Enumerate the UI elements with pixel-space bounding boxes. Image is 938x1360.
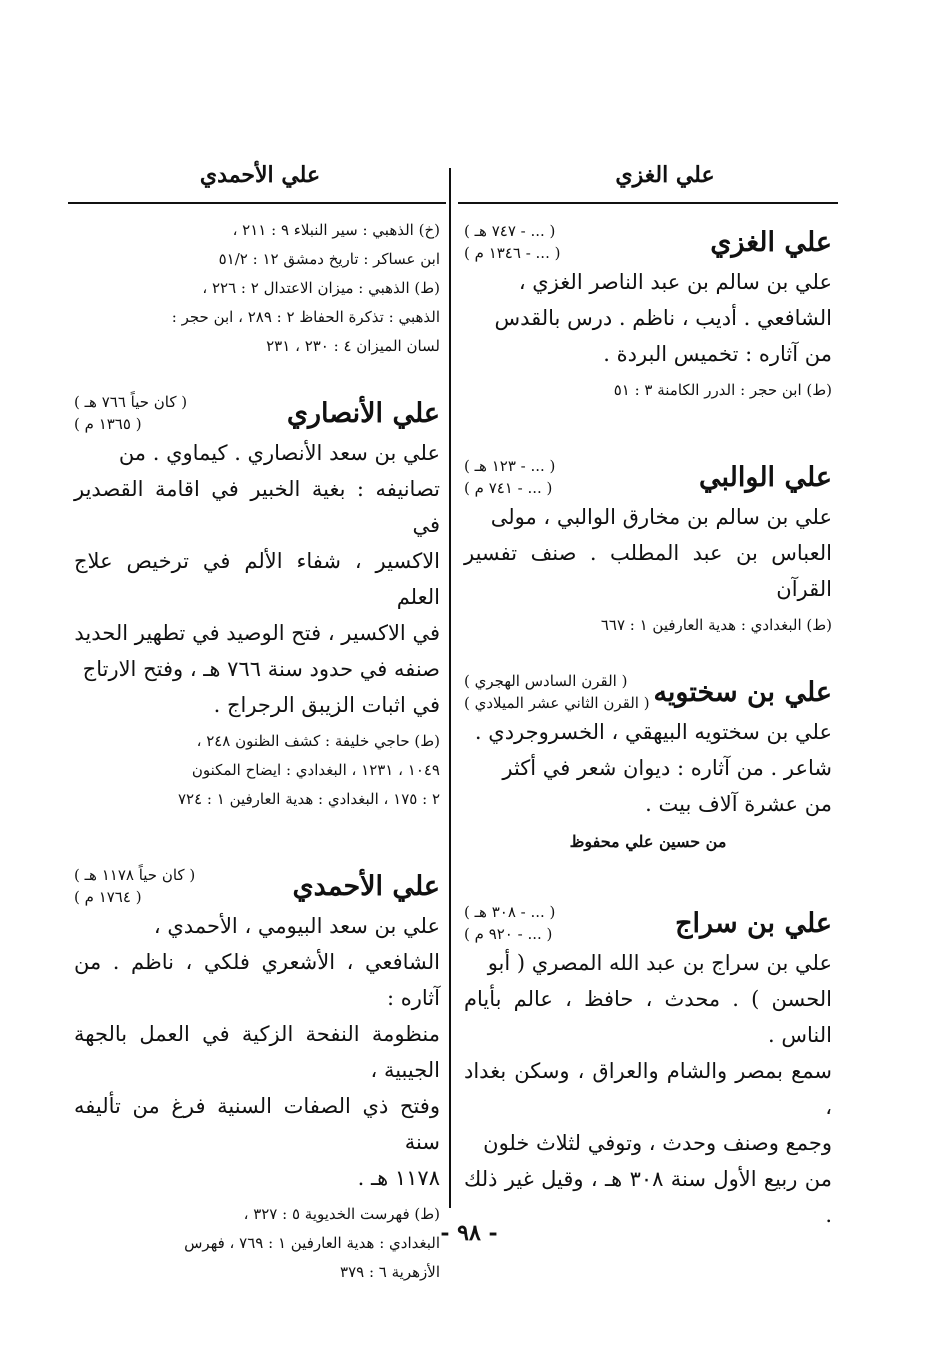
entry-name: علي بن سختويه	[653, 676, 832, 708]
source-line: (ط) البغدادي : هدية العارفين ١ : ٦٦٧	[600, 616, 832, 634]
entry-dates	[464, 220, 560, 264]
date-hijri: ( ... - ٣٠٨ هـ )	[464, 903, 556, 921]
entry-dates	[464, 901, 555, 945]
entry-name: علي الغزي	[710, 226, 832, 258]
running-header-left: علي الأحمدي	[199, 162, 321, 188]
body-line: الاكسير ، شفاء الألم في ترخيص علاج العلم	[74, 549, 440, 609]
date-gregorian: ( ١٧٦٤ م )	[74, 888, 142, 906]
entry-body	[74, 908, 440, 1196]
body-line: علي بن سعد الأنصاري . كيماوي . من	[118, 441, 440, 465]
entry-sources	[464, 611, 832, 640]
column-divider	[449, 168, 451, 1208]
left-column	[74, 212, 440, 1287]
source-line: (خ) الذهبي : سير النبلاء ٩ : ٢١١ ،	[232, 221, 440, 239]
continued-sources	[74, 216, 440, 361]
entry-heading	[464, 670, 832, 714]
body-line: تصانيفه : بغية الخبير في اقامة القصدير في	[74, 477, 440, 537]
running-header-right: علي الغزي	[615, 162, 715, 188]
source-line: الذهبي : تذكرة الحفاظ ٢ : ٢٨٩ ، ابن حجر :	[171, 308, 440, 326]
entry-body	[464, 499, 832, 607]
body-line: علي بن سعد البيومي ، الأحمدي ،	[153, 914, 440, 938]
source-line: ١٠٤٩ ، ١٢٣١ ، البغدادي : ايضاح المكنون	[191, 761, 440, 779]
header-rule-left	[68, 202, 446, 204]
entry-heading	[74, 864, 440, 908]
entry-ali-al-ghazzi	[464, 220, 832, 405]
body-line: وفتح ذي الصفات السنية فرغ من تأليفه سنة	[74, 1094, 440, 1154]
date-hijri: ( كان حياً ١١٧٨ هـ )	[74, 866, 196, 884]
entry-dates	[74, 391, 187, 435]
entry-heading	[74, 391, 440, 435]
date-century-hijri: ( القرن السادس الهجري )	[464, 672, 628, 690]
body-line: علي بن سالم بن مخارق الوالبي ، مولى	[490, 505, 832, 529]
entry-ali-ibn-siraj	[464, 901, 832, 1233]
body-line: في الاكسير ، فتح الوصيد في تطهير الحديد	[74, 621, 440, 645]
body-line: علي بن سالم بن عبد الناصر الغزي ،	[518, 270, 832, 294]
source-line: ابن عساكر : تاريخ دمشق ١٢ : ٥١/٢	[218, 250, 440, 268]
entry-dates	[464, 455, 555, 499]
source-line: (ط) الذهبي : ميزان الاعتدال ٢ : ٢٢٦ ،	[202, 279, 440, 297]
body-line: الشافعي ، الأشعري فلكي ، ناظم . من آثاره :	[74, 950, 440, 1010]
date-hijri: ( ... - ٧٤٧ هـ )	[464, 222, 556, 240]
source-line: لسان الميزان ٤ : ٢٣٠ ، ٢٣١	[266, 337, 440, 355]
entry-name: علي الأنصاري	[286, 397, 440, 429]
header-rule-right	[458, 202, 838, 204]
entry-name: علي الوالبي	[698, 461, 832, 493]
contributor-signature: من حسين علي محفوظ	[569, 832, 727, 851]
body-line: الشافعي . أديب ، ناظم . درس بالقدس	[494, 306, 832, 330]
entry-name: علي الأحمدي	[292, 870, 440, 902]
body-line: من آثاره : تخميس البردة .	[603, 342, 832, 366]
entry-body	[464, 945, 832, 1233]
body-line: وجمع وصنف وحدث ، وتوفي لثلاث خلون	[483, 1131, 832, 1155]
entry-dates	[464, 670, 650, 714]
date-gregorian: ( ١٣٦٥ م )	[74, 415, 142, 433]
body-line: شاعر . من آثاره : ديوان شعر في أكثر	[502, 756, 832, 780]
body-line: ١١٧٨ هـ .	[357, 1166, 440, 1190]
date-gregorian: ( ... - ٧٤١ م )	[464, 479, 553, 497]
entry-ali-al-ansari	[74, 391, 440, 814]
source-line: (ط) فهرست الخديوية ٥ : ٣٢٧ ،	[243, 1205, 440, 1223]
body-line: علي بن سراج بن عبد الله المصري ( أبو	[487, 951, 832, 975]
entry-body	[74, 435, 440, 723]
source-line: (ط) ابن حجر : الدرر الكامنة ٣ : ٥١	[613, 381, 832, 399]
source-line: البغدادي : هدية العارفين ١ : ٧٦٩ ، فهرس	[184, 1234, 440, 1252]
source-line: الأزهرية ٦ : ٣٧٩	[340, 1263, 440, 1281]
entry-sources	[74, 727, 440, 814]
source-line: ٢ : ١٧٥ ، البغدادي : هدية العارفين ١ : ٧٢٤	[177, 790, 440, 808]
entry-name: علي بن سراج	[675, 907, 832, 939]
body-line: صنفه في حدود سنة ٧٦٦ هـ ، وفتح الارتاج	[82, 657, 440, 681]
entry-heading	[464, 901, 832, 945]
entry-dates	[74, 864, 195, 908]
body-line: في اثبات الزيبق الرجراج .	[213, 693, 440, 717]
page-number: - ٩٨ -	[440, 1220, 498, 1246]
date-gregorian: ( ... - ١٣٤٦ م )	[464, 244, 561, 262]
body-line: العباس بن عبد المطلب . صنف تفسير القرآن	[464, 541, 832, 601]
body-line: من ربيع الأول سنة ٣٠٨ هـ ، وقيل غير ذلك .	[464, 1167, 832, 1227]
entry-sources	[464, 376, 832, 405]
date-hijri: ( كان حياً ٧٦٦ هـ )	[74, 393, 188, 411]
right-column	[464, 214, 832, 1233]
entry-ali-al-walibi	[464, 455, 832, 640]
entry-ali-ibn-sakhtawayh	[464, 670, 832, 851]
body-line: علي بن سختويه البيهقي ، الخسروجردي .	[474, 720, 832, 744]
entry-body	[464, 714, 832, 822]
body-line: من عشرة آلاف بيت .	[645, 792, 832, 816]
body-line: سمع بمصر والشام والعراق ، وسكن بغداد ،	[464, 1059, 832, 1119]
source-line: (ط) حاجي خليفة : كشف الظنون ٢٤٨ ،	[196, 732, 440, 750]
entry-heading	[464, 455, 832, 499]
body-line: منظومة النفحة الزكية في العمل بالجهة الجيبية ،	[74, 1022, 440, 1082]
body-line: الحسن ) . محدث ، حافظ ، عالم بأيام الناس .	[464, 987, 832, 1047]
date-hijri: ( ... - ١٢٣ هـ )	[464, 457, 556, 475]
date-century-gregorian: ( القرن الثاني عشر الميلادي )	[464, 694, 650, 712]
date-gregorian: ( ... - ٩٢٠ م )	[464, 925, 553, 943]
entry-heading	[464, 220, 832, 264]
entry-body	[464, 264, 832, 372]
